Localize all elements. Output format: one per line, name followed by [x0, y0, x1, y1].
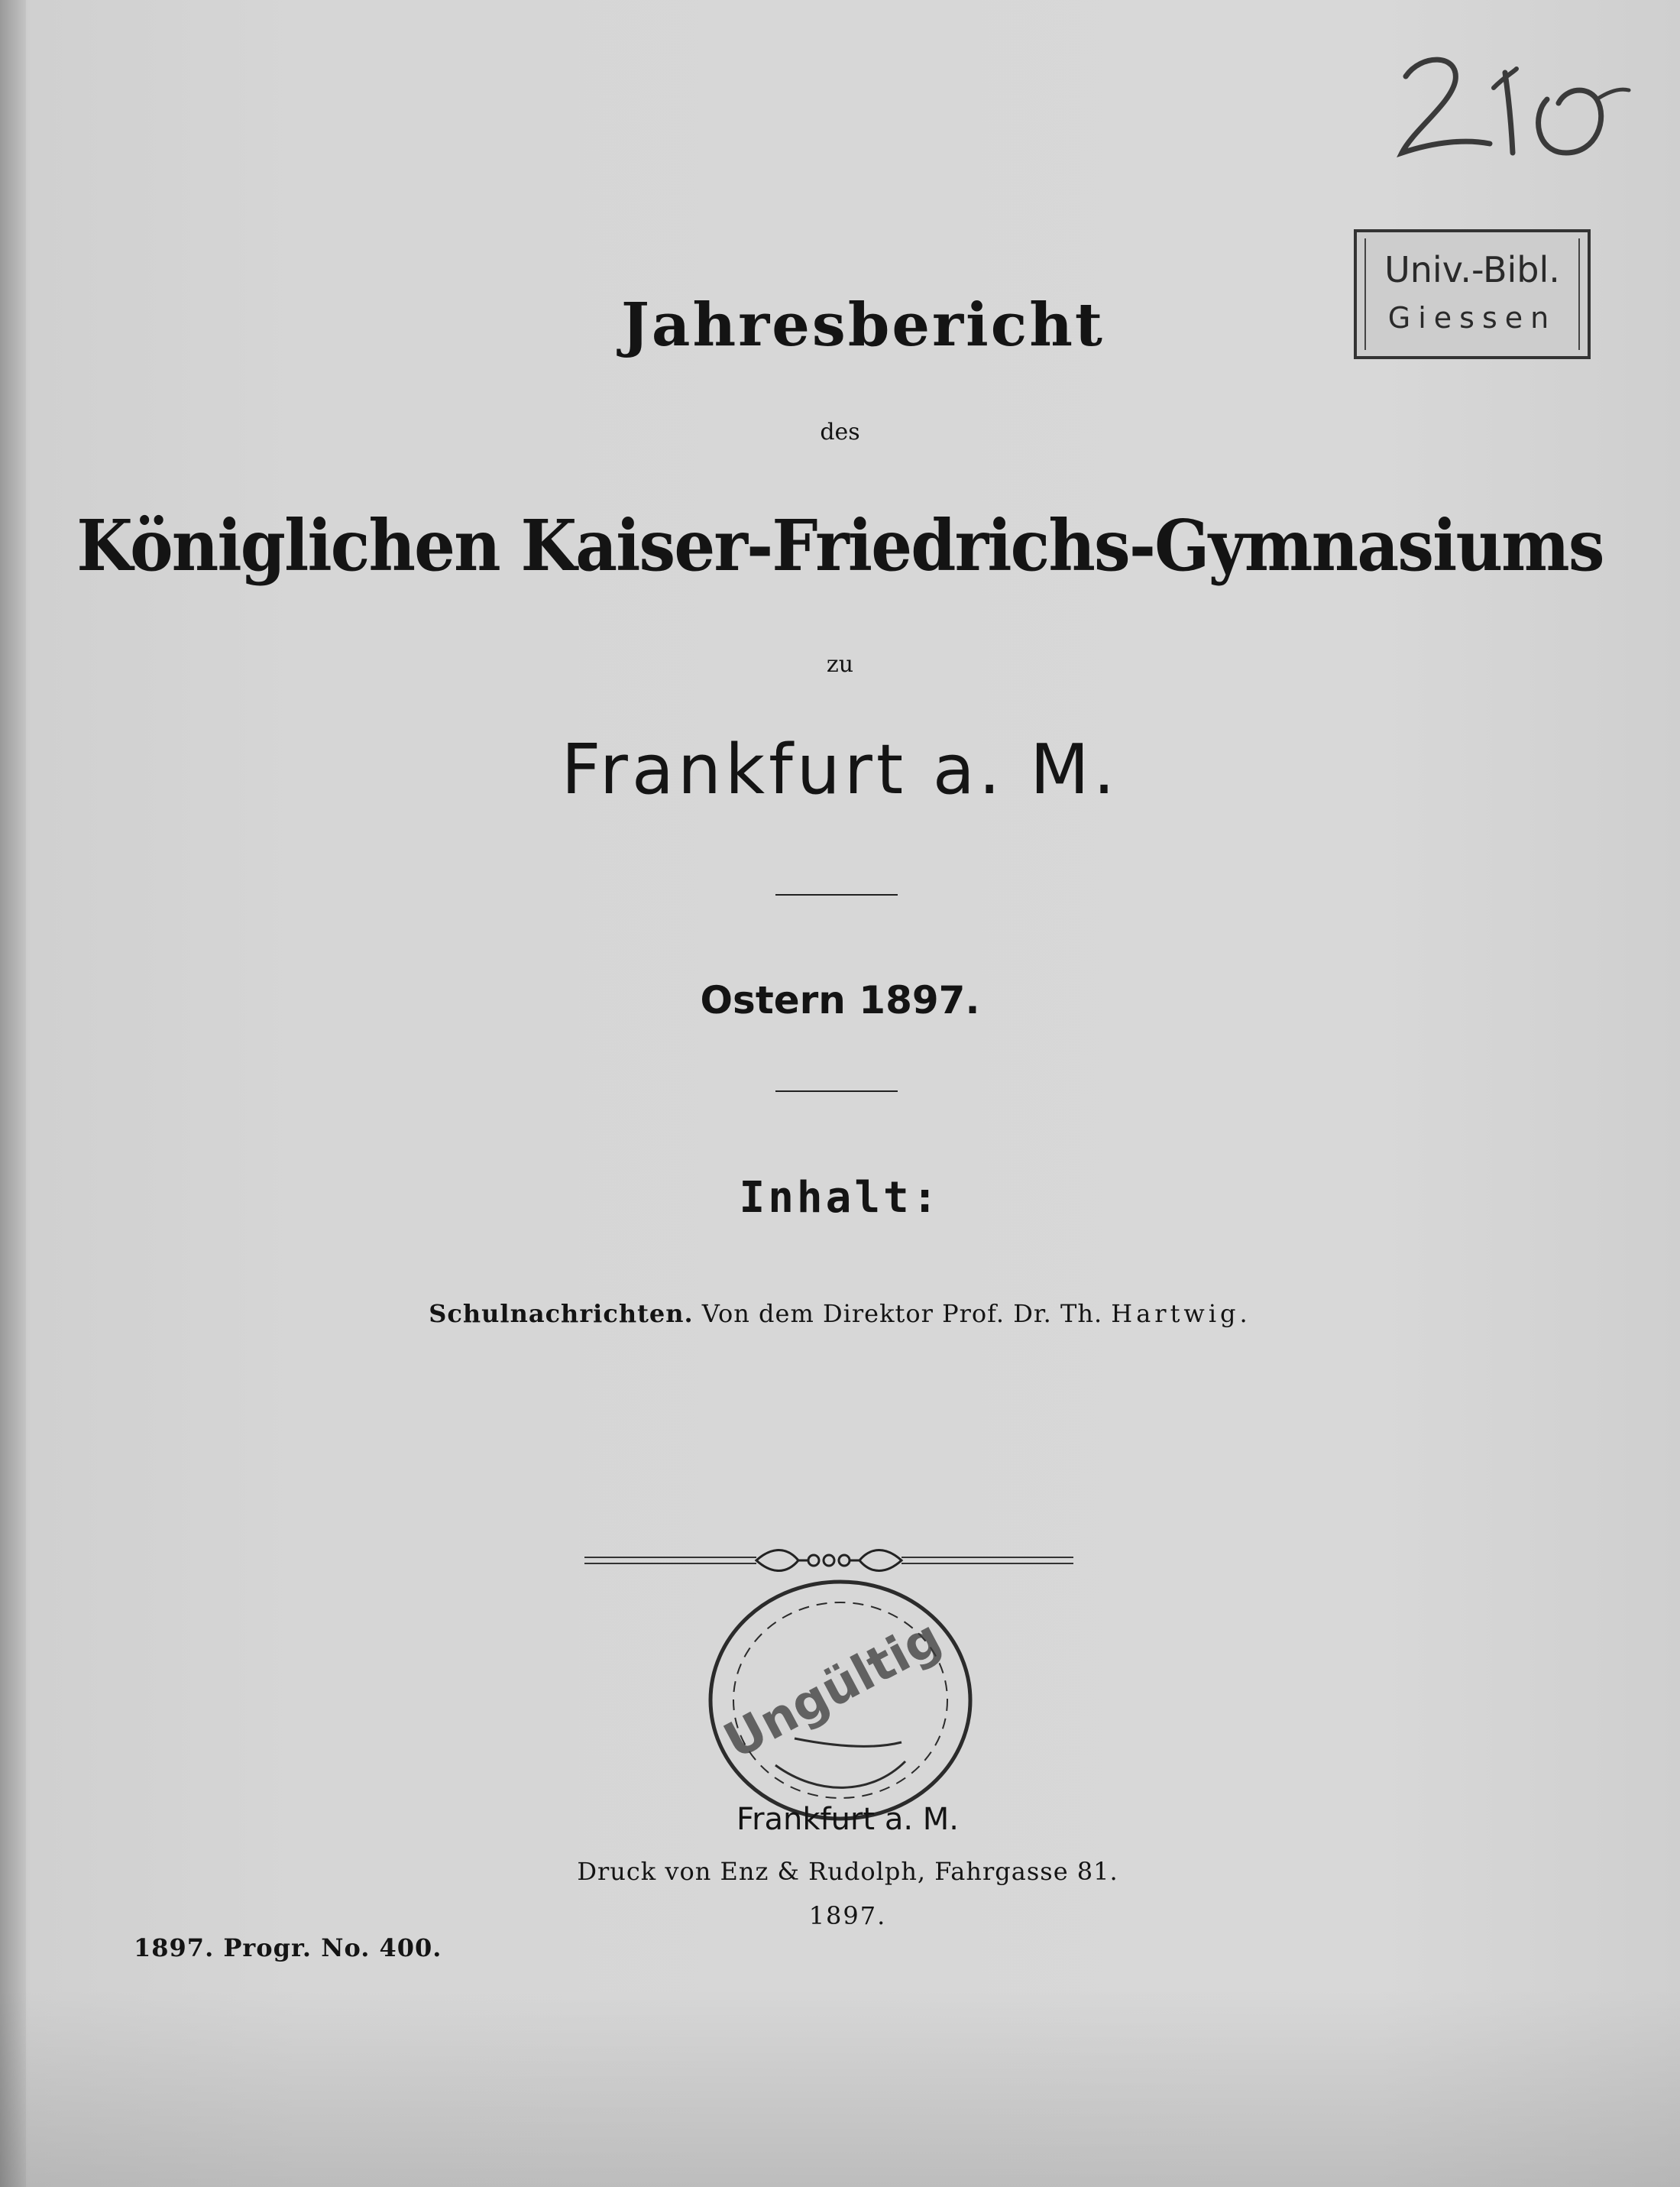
- library-stamp-line1: Univ.-Bibl.: [1384, 249, 1560, 290]
- term-date: Ostern 1897.: [700, 978, 980, 1022]
- document-title: Jahresbericht: [621, 290, 1105, 360]
- divider-rule-top: [775, 894, 898, 896]
- ornament-divider: [581, 1544, 1077, 1577]
- handwritten-shelfmark: [1390, 46, 1635, 168]
- institution-name: Königlichen Kaiser-Friedrichs-Gymnasiums: [76, 504, 1604, 587]
- divider-rule-bottom: [775, 1090, 898, 1092]
- contents-entry-byline: Von dem Direktor Prof. Dr. Th.: [701, 1299, 1103, 1328]
- library-seal: [703, 1574, 978, 1826]
- contents-entry-author: Hartwig.: [1111, 1299, 1251, 1328]
- connector-zu: zu: [826, 651, 854, 678]
- connector-des: des: [820, 419, 860, 446]
- imprint-printer: Druck von Enz & Rudolph, Fahrgasse 81.: [577, 1857, 1118, 1886]
- contents-entry-title: Schulnachrichten.: [429, 1299, 694, 1328]
- page-shadow: [0, 1988, 1680, 2187]
- program-number: 1897. Progr. No. 400.: [134, 1933, 442, 1962]
- contents-heading: Inhalt:: [739, 1173, 941, 1223]
- city-name: Frankfurt a. M.: [561, 730, 1119, 810]
- contents-entry: [0, 1299, 1680, 1328]
- imprint-year: 1897.: [808, 1901, 887, 1930]
- imprint-city: Frankfurt a. M.: [736, 1802, 959, 1837]
- seal-overprint: Ungültig: [715, 1609, 951, 1771]
- library-stamp-line2: Giessen: [1387, 301, 1557, 335]
